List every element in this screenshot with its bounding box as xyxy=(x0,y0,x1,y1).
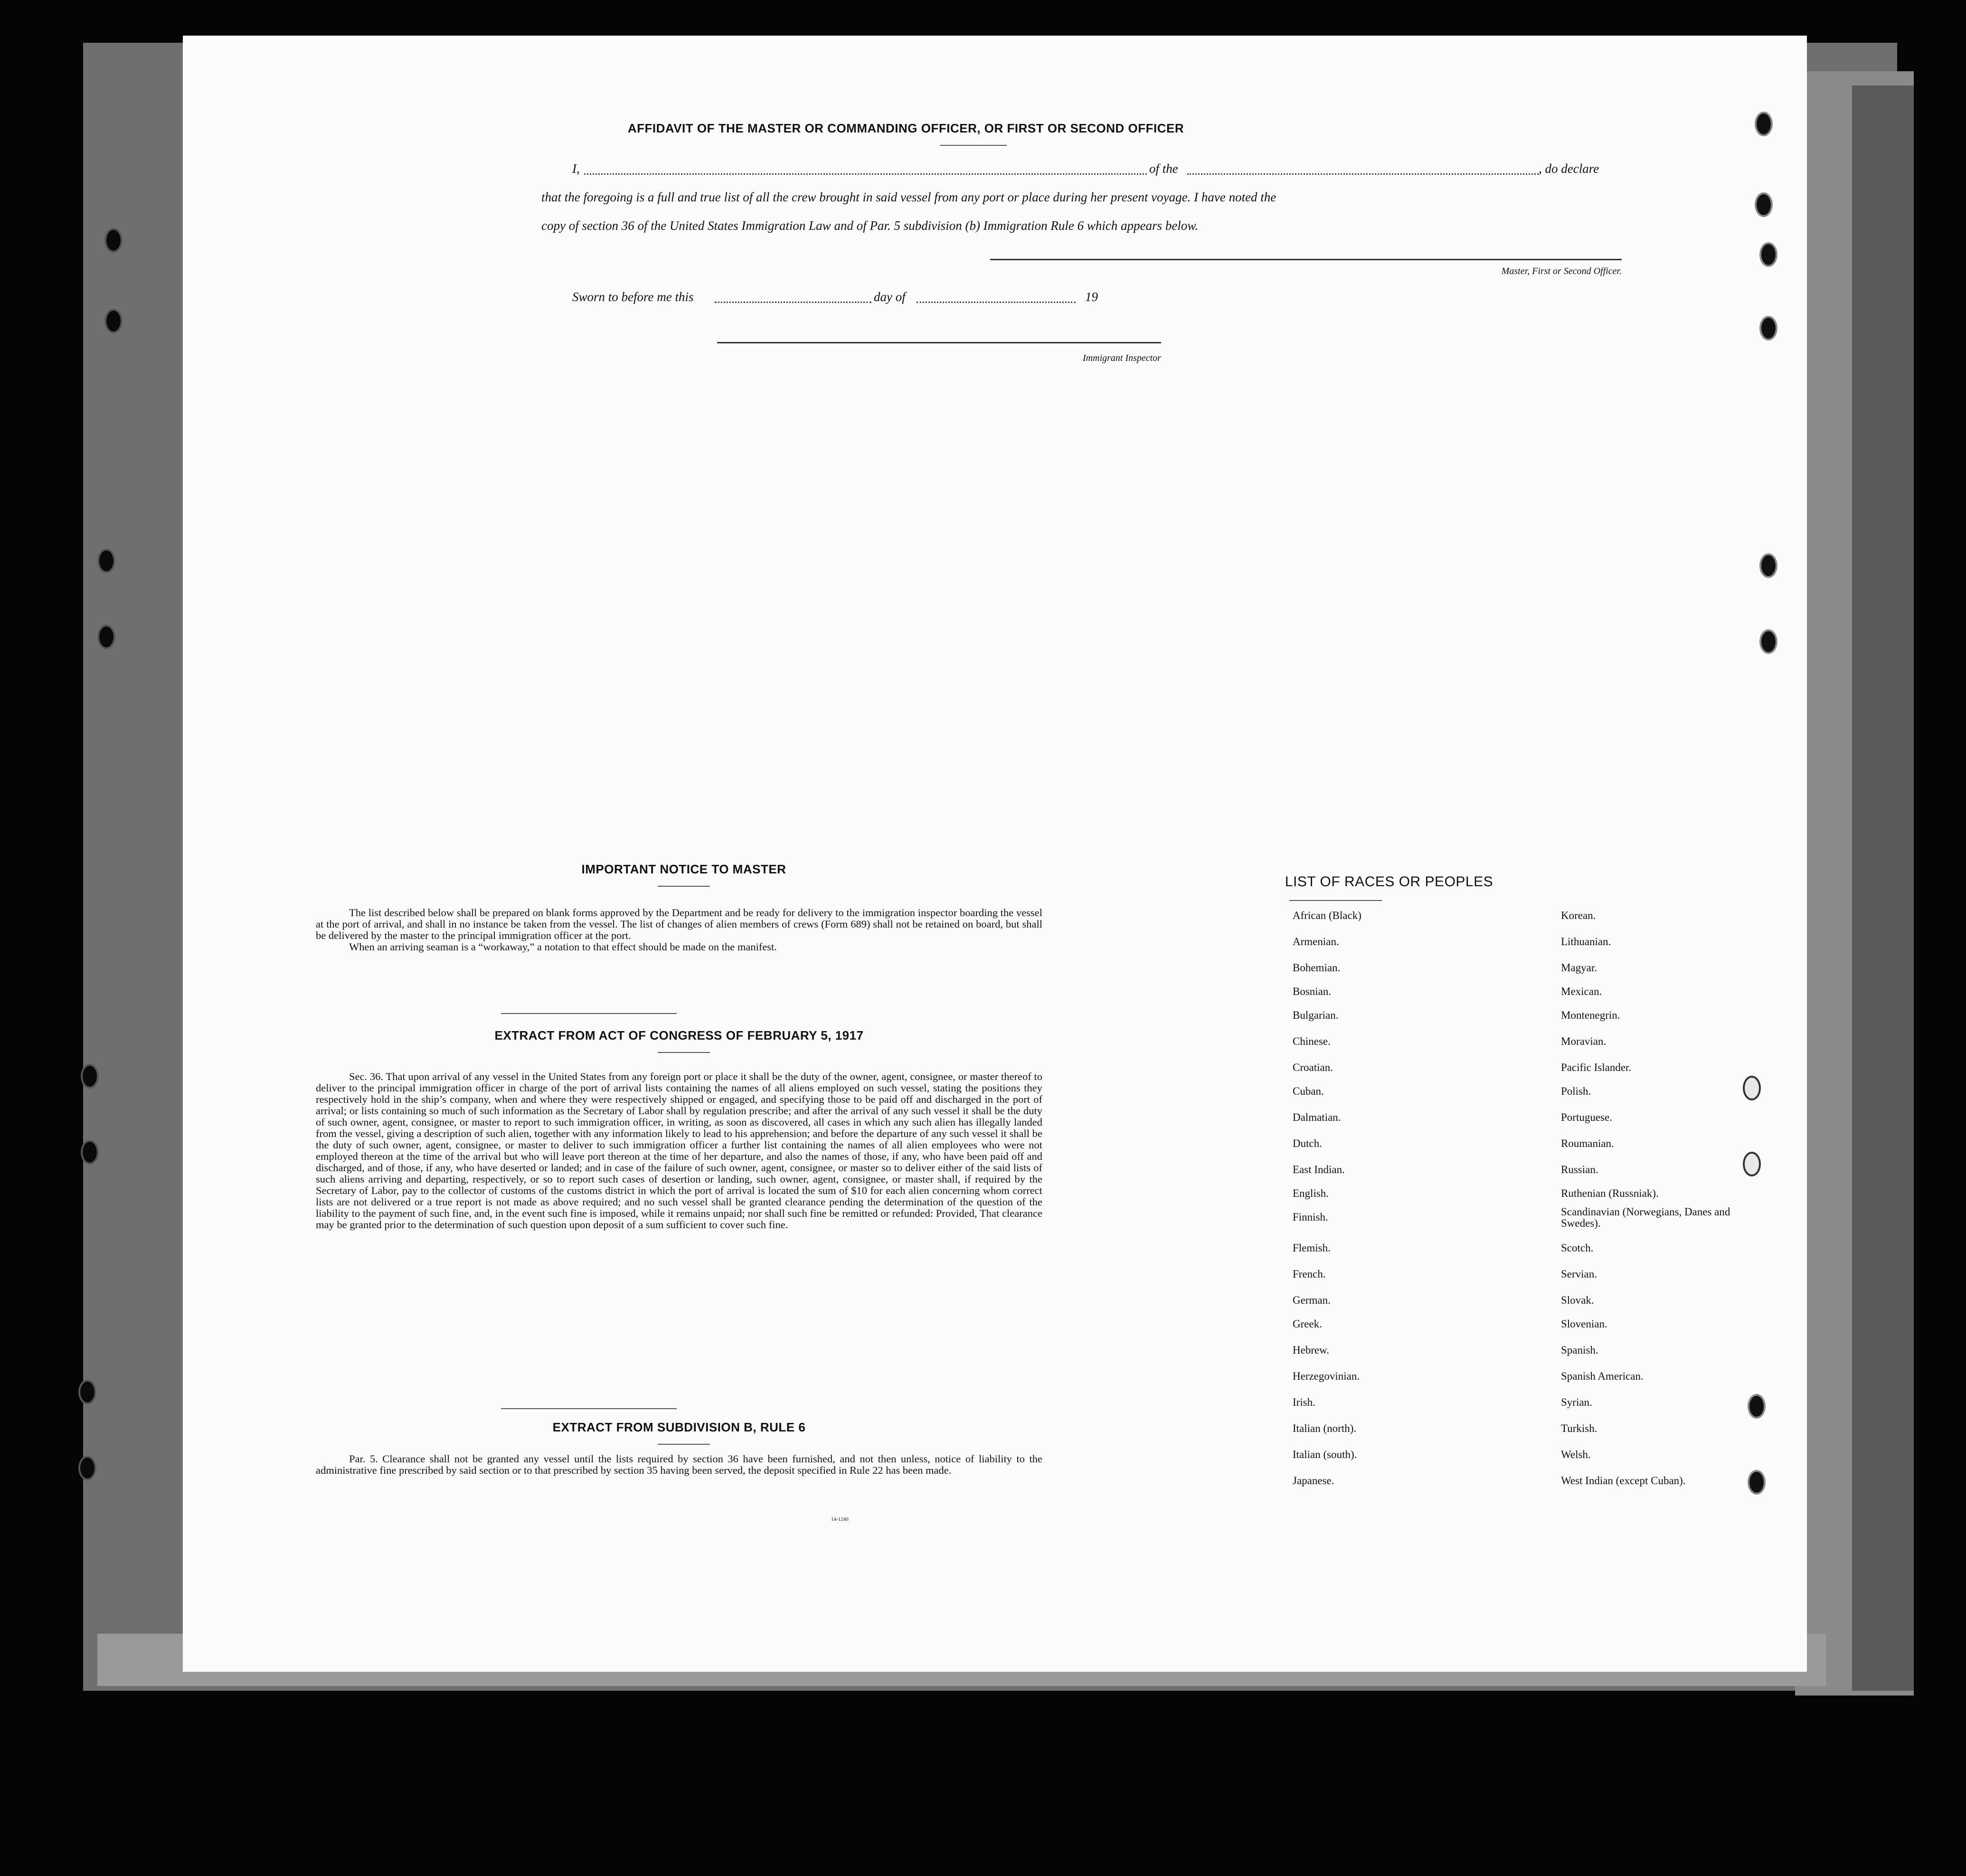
race-item: Korean. xyxy=(1561,910,1596,921)
sworn-label: Sworn to before me this xyxy=(572,290,694,304)
race-item: Turkish. xyxy=(1561,1422,1597,1434)
backing-sheet-edge xyxy=(1852,85,1914,1691)
race-item: Russian. xyxy=(1561,1164,1598,1175)
divider xyxy=(658,886,710,887)
race-item: African (Black) xyxy=(1293,910,1361,921)
divider xyxy=(658,1444,710,1445)
race-item: Pacific Islander. xyxy=(1561,1061,1632,1073)
rule-extract-text: Par. 5. Clearance shall not be granted any vessel until the lists required by section 36 have been furnished, and not then unless, notice of liability to the administrative fine prescribed by said section or to that prescribed by section 35 having been served, the deposit specified in Rule 22 has been made. xyxy=(316,1453,1042,1476)
race-item: East Indian. xyxy=(1293,1164,1345,1175)
race-item: Polish. xyxy=(1561,1085,1591,1097)
divider xyxy=(501,1408,677,1409)
act-extract-title: EXTRACT FROM ACT OF CONGRESS OF FEBRUARY 5, 1917 xyxy=(494,1028,864,1042)
race-item: Greek. xyxy=(1293,1318,1322,1330)
race-item: Scandinavian (Norwegians, Danes and Swedes). xyxy=(1561,1206,1730,1229)
races-list xyxy=(1261,910,1783,1574)
affidavit-line2: that the foregoing is a full and true list of all the crew brought in said vessel from any port or place during her present voyage. I have noted the xyxy=(541,190,1276,204)
race-item: Bohemian. xyxy=(1293,962,1341,974)
race-item: Portuguese. xyxy=(1561,1111,1612,1123)
race-item: Mexican. xyxy=(1561,985,1602,997)
race-item: Bulgarian. xyxy=(1293,1009,1339,1021)
race-item: Flemish. xyxy=(1293,1242,1331,1254)
race-item: Italian (south). xyxy=(1293,1449,1357,1460)
divider xyxy=(501,1013,677,1014)
binder-hole xyxy=(104,309,123,333)
binder-hole xyxy=(78,1380,96,1404)
race-item: Spanish. xyxy=(1561,1344,1598,1356)
divider xyxy=(1289,900,1382,901)
month-blank xyxy=(917,302,1076,303)
signature-line xyxy=(990,259,1622,260)
race-item: Irish. xyxy=(1293,1396,1315,1408)
race-item: French. xyxy=(1293,1268,1326,1280)
race-item: Cuban. xyxy=(1293,1085,1324,1097)
affidavit-declare: , do declare xyxy=(1539,161,1599,176)
race-item: Welsh. xyxy=(1561,1449,1591,1460)
race-item: Herzegovinian. xyxy=(1293,1370,1360,1382)
race-item: West Indian (except Cuban). xyxy=(1561,1475,1686,1487)
race-item: Japanese. xyxy=(1293,1475,1334,1487)
race-item: Scotch. xyxy=(1561,1242,1594,1254)
binder-hole xyxy=(1755,112,1773,136)
binder-hole xyxy=(1759,316,1777,341)
inspector-caption: Immigrant Inspector xyxy=(1083,353,1161,363)
affidavit-title: AFFIDAVIT OF THE MASTER OR COMMANDING OFFICER, OR FIRST OR SECOND OFFICER xyxy=(627,121,1184,135)
race-item: Montenegrin. xyxy=(1561,1009,1620,1021)
binder-hole xyxy=(1755,192,1773,217)
race-item: Hebrew. xyxy=(1293,1344,1330,1356)
name-blank xyxy=(584,173,1147,175)
race-item: Slovenian. xyxy=(1561,1318,1607,1330)
binder-hole xyxy=(97,549,115,573)
race-item: Dalmatian. xyxy=(1293,1111,1341,1123)
race-item: Dutch. xyxy=(1293,1137,1322,1149)
notice-body xyxy=(316,907,1042,953)
rule-extract-title: EXTRACT FROM SUBDIVISION B, RULE 6 xyxy=(552,1420,806,1434)
binder-hole xyxy=(78,1456,96,1480)
notice-paragraph: When an arriving seaman is a “workaway,” a notation to that effect should be made on the manifest. xyxy=(349,941,777,953)
binder-hole xyxy=(104,228,123,253)
race-item: English. xyxy=(1293,1187,1329,1199)
affidavit-i: I, xyxy=(572,161,580,176)
divider xyxy=(658,1052,710,1053)
form-number: 14-1240 xyxy=(831,1516,849,1522)
affidavit-line3: copy of section 36 of the United States Immigration Law and of Par. 5 subdivision (b) Immigration Rule 6 which appears below. xyxy=(541,218,1199,233)
day-of-label: day of xyxy=(874,290,906,304)
race-item: Roumanian. xyxy=(1561,1137,1614,1149)
day-blank xyxy=(715,302,871,303)
race-item: Slovak. xyxy=(1561,1294,1594,1306)
race-item: German. xyxy=(1293,1294,1331,1306)
race-item: Lithuanian. xyxy=(1561,936,1611,947)
race-item: Servian. xyxy=(1561,1268,1597,1280)
affidavit-of-the: of the xyxy=(1149,161,1178,176)
binder-hole xyxy=(81,1064,99,1089)
race-item: Ruthenian (Russniak). xyxy=(1561,1187,1659,1199)
notice-paragraph: The list described below shall be prepared on blank forms approved by the Department and be ready for delivery to the immigration inspector boarding the vessel at the port of arrival, and shall in no instance be taken from the vessel. The list of changes of alien members of crews (Form 689) shall not be retained on board, but shall be delivered by the master to the principal immigration officer at the port. xyxy=(316,907,1042,941)
race-item: Moravian. xyxy=(1561,1035,1607,1047)
race-item: Croatian. xyxy=(1293,1061,1333,1073)
binder-hole xyxy=(97,625,115,649)
race-item: Armenian. xyxy=(1293,936,1339,947)
signature-caption: Master, First or Second Officer. xyxy=(1501,266,1622,276)
binder-hole xyxy=(81,1140,99,1165)
vessel-blank xyxy=(1187,173,1539,175)
binder-hole xyxy=(1759,242,1777,267)
notice-title: IMPORTANT NOTICE TO MASTER xyxy=(581,862,786,876)
inspector-line xyxy=(717,342,1161,343)
race-item: Bosnian. xyxy=(1293,985,1332,997)
binder-hole xyxy=(1759,553,1777,578)
year-label: 19 xyxy=(1085,290,1098,304)
divider xyxy=(940,145,1007,146)
act-extract-text: Sec. 36. That upon arrival of any vessel in the United States from any foreign port or place it shall be the duty of the owner, agent, consignee, or master thereof to deliver to the principal immigration officer in charge of the port of arrival lists containing the names of all aliens employed on such vessel, stating the positions they respectively hold in the ship’s company, when and where they were respectively shipped or engaged, and specifying those to be paid off and discharged in the port of arrival; or lists containing so much of such information as the Secretary of Labor shall by regulation prescribe; and after the arrival of any such vessel it shall be the duty of such owner, agent, consignee, or master to report to such immigration officer, in writing, as soon as discovered, all cases in which any such alien has illegally landed from the vessel, giving a description of such alien, together with any information likely to lead to his apprehension; and before the departure of any such vessel it shall be the duty of such owner, agent, consignee, or master to deliver to such immigration officer a further list containing the names of all alien employees who were not employed thereon at the time of the arrival but who will leave port thereon at the time of her departure, and also the names of those, if any, who have been paid off and discharged, and of those, if any, who have deserted or landed; and in case of the failure of such owner, agent, consignee, or master so to deliver either of the said lists of such aliens arriving and departing, respectively, or so to report such cases of desertion or landing, such owner, agent, consignee, or master shall, if required by the Secretary of Labor, pay to the collector of customs of the customs district in which the port of arrival is located the sum of $10 for each alien concerning whom correct lists are not delivered or a true report is not made as above required; and no such vessel shall be granted clearance pending the determination of the question of the liability to the payment of such fine, and, in the event such fine is imposed, while it remains unpaid; nor shall such fine be remitted or refunded: Provided, That clearance may be granted prior to the determination of such question upon deposit of a sum sufficient to cover such fine. xyxy=(316,1071,1042,1231)
race-item: Magyar. xyxy=(1561,962,1597,974)
binder-hole xyxy=(1759,629,1777,654)
race-item: Italian (north). xyxy=(1293,1422,1357,1434)
race-item: Spanish American. xyxy=(1561,1370,1644,1382)
races-title: LIST OF RACES OR PEOPLES xyxy=(1285,874,1493,890)
race-item: Chinese. xyxy=(1293,1035,1331,1047)
document-page xyxy=(183,36,1807,1672)
race-item: Finnish. xyxy=(1293,1211,1328,1223)
race-item: Syrian. xyxy=(1561,1396,1592,1408)
